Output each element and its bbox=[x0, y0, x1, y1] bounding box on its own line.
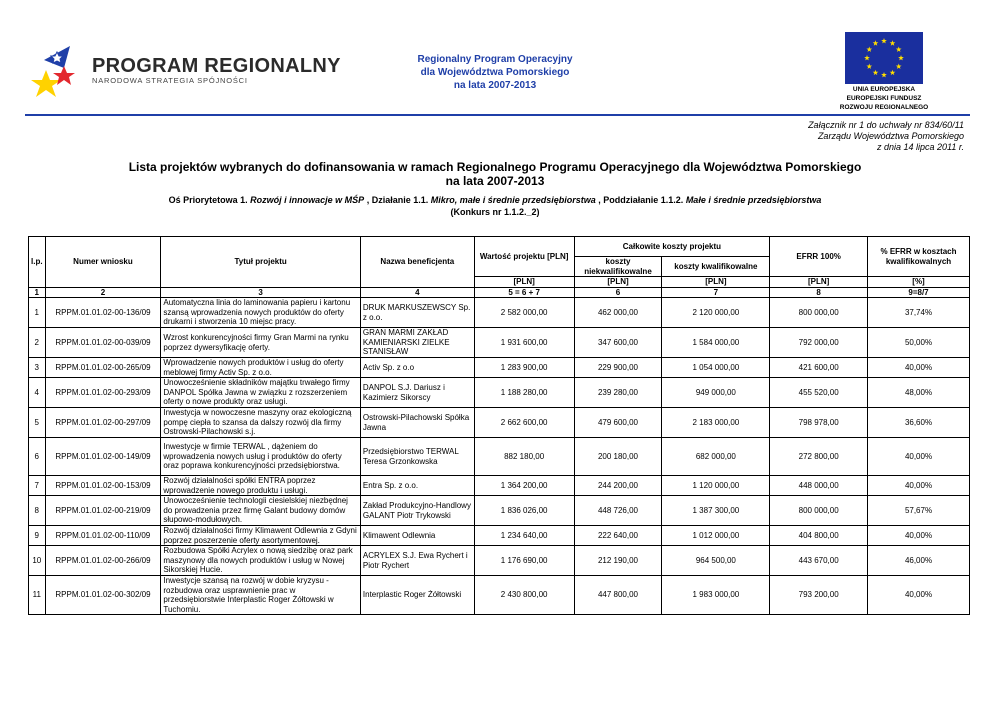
eu-line: ROZWOJU REGIONALNEGO bbox=[839, 104, 929, 111]
cell-numer-wniosku: RPPM.01.01.02-00-297/09 bbox=[45, 408, 161, 438]
subtitle-part: , Poddziałanie 1.1.2. bbox=[595, 195, 686, 205]
cell-kwalifikowalne: 2 183 000,00 bbox=[662, 408, 770, 438]
subtitle-part: Rozwój i innowacje w MŚP bbox=[250, 195, 365, 205]
cell-niekwalifikowalne: 479 600,00 bbox=[574, 408, 662, 438]
cell-tytul-projektu: Rozbudowa Spółki Acrylex o nową siedzibę oraz park maszynowy dla nowych produktów i usług w Nowej Sikorskiej Hucie. bbox=[161, 546, 361, 576]
cell-numer-wniosku: RPPM.01.01.02-00-266/09 bbox=[45, 546, 161, 576]
cell-tytul-projektu: Rozwój działalności spółki ENTRA poprzez wprowadzenie nowego produktu i usługi. bbox=[161, 476, 361, 496]
table-row bbox=[29, 378, 970, 408]
cell-procent: 40,00% bbox=[868, 526, 970, 546]
subtitle-part: Małe i średnie przedsiębiorstwa bbox=[685, 195, 822, 205]
document-title bbox=[30, 160, 960, 188]
col-number: 1 bbox=[29, 287, 46, 298]
col-efrr: EFRR 100% bbox=[770, 237, 868, 277]
subtitle-part: , Działanie 1.1. bbox=[364, 195, 431, 205]
cell-beneficjent: ACRYLEX S.J. Ewa Rychert i Piotr Rychert bbox=[360, 546, 474, 576]
cell-kwalifikowalne: 1 012 000,00 bbox=[662, 526, 770, 546]
eu-star-icon bbox=[866, 64, 872, 69]
cell-procent: 37,74% bbox=[868, 298, 970, 328]
eu-line: UNIA EUROPEJSKA bbox=[852, 86, 916, 93]
cell-tytul-projektu: Inwestycje szansą na rozwój w dobie kryzysu - rozbudowa oraz usprawnienie prac w przedsiębiorstwie Interplastic Roger Żółtowski w Tuchomiu. bbox=[161, 576, 361, 615]
projects-table bbox=[28, 236, 970, 615]
col-proc: % EFRR w kosztach kwalifikowalnych bbox=[868, 237, 970, 277]
col-tytul: Tytuł projektu bbox=[161, 237, 361, 288]
cell-kwalifikowalne: 964 500,00 bbox=[662, 546, 770, 576]
cell-beneficjent: GRAN MARMI ZAKŁAD KAMIENIARSKI ZIELKE STANISŁAW bbox=[360, 328, 474, 358]
cell-efrr: 793 200,00 bbox=[770, 576, 868, 615]
cell-niekwalifikowalne: 462 000,00 bbox=[574, 298, 662, 328]
cell-lp: 7 bbox=[29, 476, 46, 496]
cell-efrr: 443 670,00 bbox=[770, 546, 868, 576]
cell-tytul-projektu: Unowocześnienie technologii ciesielskiej niezbędnej do prowadzenia przez firmę Galant budowy domów słupowo-modułowych. bbox=[161, 496, 361, 526]
cell-tytul-projektu: Wzrost konkurencyjności firmy Gran Marmi na rynku poprzez dywersyfikację oferty. bbox=[161, 328, 361, 358]
cell-lp: 10 bbox=[29, 546, 46, 576]
unit-pct: [%] bbox=[868, 277, 970, 288]
cell-tytul-projektu: Inwestycja w nowoczesne maszyny oraz ekologiczną pompę ciepła to szansa da dalszy rozwój dla firmy Ostrowski-Pilachowski s.j. bbox=[161, 408, 361, 438]
table-row bbox=[29, 496, 970, 526]
program-regionalny-logo bbox=[30, 40, 341, 100]
cell-niekwalifikowalne: 229 900,00 bbox=[574, 358, 662, 378]
subtitle-part: Oś Priorytetowa 1. bbox=[168, 195, 251, 205]
eu-star-icon bbox=[896, 47, 902, 52]
col-calkowite: Całkowite koszty projektu bbox=[574, 237, 770, 257]
eu-star-icon bbox=[866, 47, 872, 52]
cell-niekwalifikowalne: 200 180,00 bbox=[574, 438, 662, 476]
cell-wartosc: 2 582 000,00 bbox=[474, 298, 574, 328]
cell-beneficjent: DRUK MARKUSZEWSCY Sp. z o.o. bbox=[360, 298, 474, 328]
cell-efrr: 455 520,00 bbox=[770, 378, 868, 408]
cell-lp: 5 bbox=[29, 408, 46, 438]
attachment-line: z dnia 14 lipca 2011 r. bbox=[876, 142, 964, 152]
cell-wartosc: 1 234 640,00 bbox=[474, 526, 574, 546]
title-line: na lata 2007-2013 bbox=[445, 174, 545, 188]
cell-procent: 40,00% bbox=[868, 476, 970, 496]
cell-kwalifikowalne: 1 120 000,00 bbox=[662, 476, 770, 496]
table-row bbox=[29, 476, 970, 496]
cell-numer-wniosku: RPPM.01.01.02-00-110/09 bbox=[45, 526, 161, 546]
unit-pln: [PLN] bbox=[474, 277, 574, 288]
cell-numer-wniosku: RPPM.01.01.02-00-153/09 bbox=[45, 476, 161, 496]
col-wartosc: Wartość projektu [PLN] bbox=[474, 237, 574, 277]
rpo-header bbox=[380, 53, 610, 92]
col-number: 7 bbox=[662, 287, 770, 298]
col-niekwal: koszty niekwalifikowalne bbox=[574, 257, 662, 277]
cell-procent: 40,00% bbox=[868, 358, 970, 378]
cell-tytul-projektu: Automatyczna linia do laminowania papieru i kartonu szansą wprowadzenia nowych produktów do oferty drukarni i stworzenia 10 miejsc pracy. bbox=[161, 298, 361, 328]
cell-niekwalifikowalne: 447 800,00 bbox=[574, 576, 662, 615]
cell-niekwalifikowalne: 448 726,00 bbox=[574, 496, 662, 526]
cell-kwalifikowalne: 682 000,00 bbox=[662, 438, 770, 476]
cell-procent: 46,00% bbox=[868, 546, 970, 576]
eu-flag-icon bbox=[845, 32, 923, 84]
header-divider bbox=[25, 114, 970, 116]
attachment-line: Załącznik nr 1 do uchwały nr 834/60/11 bbox=[808, 120, 964, 130]
cell-beneficjent: Klimawent Odlewnia bbox=[360, 526, 474, 546]
cell-wartosc: 1 188 280,00 bbox=[474, 378, 574, 408]
cell-beneficjent: Ostrowski-Pilachowski Spółka Jawna bbox=[360, 408, 474, 438]
cell-efrr: 800 000,00 bbox=[770, 298, 868, 328]
cell-numer-wniosku: RPPM.01.01.02-00-039/09 bbox=[45, 328, 161, 358]
cell-lp: 1 bbox=[29, 298, 46, 328]
cell-numer-wniosku: RPPM.01.01.02-00-265/09 bbox=[45, 358, 161, 378]
cell-kwalifikowalne: 1 983 000,00 bbox=[662, 576, 770, 615]
cell-kwalifikowalne: 2 120 000,00 bbox=[662, 298, 770, 328]
cell-efrr: 421 600,00 bbox=[770, 358, 868, 378]
col-nazwa: Nazwa beneficjenta bbox=[360, 237, 474, 288]
cell-lp: 11 bbox=[29, 576, 46, 615]
cell-kwalifikowalne: 949 000,00 bbox=[662, 378, 770, 408]
eu-star-icon bbox=[896, 64, 902, 69]
cell-niekwalifikowalne: 222 640,00 bbox=[574, 526, 662, 546]
document-subtitle bbox=[30, 194, 960, 218]
col-lp: l.p. bbox=[29, 237, 46, 288]
rpo-line: na lata 2007-2013 bbox=[453, 80, 537, 91]
eu-star-icon bbox=[873, 40, 879, 45]
cell-niekwalifikowalne: 347 600,00 bbox=[574, 328, 662, 358]
unit-pln: [PLN] bbox=[662, 277, 770, 288]
table-row bbox=[29, 576, 970, 615]
col-number: 2 bbox=[45, 287, 161, 298]
cell-tytul-projektu: Inwestycje w firmie TERWAL , dążeniem do wprowadzenia nowych usług i produktów do oferty oraz poprawa konkurencyjności przedsiębiorstwa. bbox=[161, 438, 361, 476]
table-row bbox=[29, 438, 970, 476]
eu-star-icon bbox=[890, 70, 896, 75]
cell-wartosc: 2 662 600,00 bbox=[474, 408, 574, 438]
unit-pln: [PLN] bbox=[770, 277, 868, 288]
eu-star-icon bbox=[881, 38, 887, 43]
cell-procent: 40,00% bbox=[868, 576, 970, 615]
subtitle-line: (Konkurs nr 1.1.2._2) bbox=[450, 207, 540, 217]
logo-title: PROGRAM REGIONALNY bbox=[92, 55, 341, 77]
col-numer: Numer wniosku bbox=[45, 237, 161, 288]
cell-wartosc: 1 176 690,00 bbox=[474, 546, 574, 576]
cell-efrr: 798 978,00 bbox=[770, 408, 868, 438]
cell-kwalifikowalne: 1 054 000,00 bbox=[662, 358, 770, 378]
cell-efrr: 800 000,00 bbox=[770, 496, 868, 526]
cell-lp: 2 bbox=[29, 328, 46, 358]
eu-star-icon bbox=[864, 55, 870, 60]
cell-lp: 4 bbox=[29, 378, 46, 408]
cell-lp: 3 bbox=[29, 358, 46, 378]
col-number: 3 bbox=[161, 287, 361, 298]
cell-numer-wniosku: RPPM.01.01.02-00-302/09 bbox=[45, 576, 161, 615]
cell-lp: 6 bbox=[29, 438, 46, 476]
table-row bbox=[29, 526, 970, 546]
col-number: 4 bbox=[360, 287, 474, 298]
cell-procent: 48,00% bbox=[868, 378, 970, 408]
cell-wartosc: 1 283 900,00 bbox=[474, 358, 574, 378]
cell-tytul-projektu: Wprowadzenie nowych produktów i usług do oferty meblowej firmy Activ Sp. z o.o. bbox=[161, 358, 361, 378]
cell-beneficjent: Zakład Produkcyjno-Handlowy GALANT Piotr Trykowski bbox=[360, 496, 474, 526]
cell-procent: 36,60% bbox=[868, 408, 970, 438]
cell-tytul-projektu: Unowocześnienie składników majątku trwałego firmy DANPOL Spółka Jawna w związku z rozszerzeniem oferty o nowe produkty oraz usługi. bbox=[161, 378, 361, 408]
logo-subtitle: NARODOWA STRATEGIA SPÓJNOŚCI bbox=[92, 76, 248, 85]
attachment-note bbox=[808, 120, 964, 153]
cell-efrr: 272 800,00 bbox=[770, 438, 868, 476]
eu-star-icon bbox=[898, 55, 904, 60]
eu-star-icon bbox=[890, 40, 896, 45]
eu-star-icon bbox=[873, 70, 879, 75]
table-row bbox=[29, 328, 970, 358]
cell-kwalifikowalne: 1 584 000,00 bbox=[662, 328, 770, 358]
cell-procent: 50,00% bbox=[868, 328, 970, 358]
col-number: 9=8/7 bbox=[868, 287, 970, 298]
cell-kwalifikowalne: 1 387 300,00 bbox=[662, 496, 770, 526]
table-row bbox=[29, 298, 970, 328]
cell-efrr: 448 000,00 bbox=[770, 476, 868, 496]
cell-procent: 57,67% bbox=[868, 496, 970, 526]
col-number: 5 = 6 + 7 bbox=[474, 287, 574, 298]
unit-pln: [PLN] bbox=[574, 277, 662, 288]
cell-numer-wniosku: RPPM.01.01.02-00-136/09 bbox=[45, 298, 161, 328]
cell-wartosc: 1 836 026,00 bbox=[474, 496, 574, 526]
cell-numer-wniosku: RPPM.01.01.02-00-293/09 bbox=[45, 378, 161, 408]
rpo-line: dla Województwa Pomorskiego bbox=[420, 67, 570, 78]
subtitle-part: Mikro, małe i średnie przedsiębiorstwa bbox=[430, 195, 596, 205]
cell-efrr: 404 800,00 bbox=[770, 526, 868, 546]
cell-wartosc: 1 364 200,00 bbox=[474, 476, 574, 496]
cell-numer-wniosku: RPPM.01.01.02-00-219/09 bbox=[45, 496, 161, 526]
cell-niekwalifikowalne: 239 280,00 bbox=[574, 378, 662, 408]
table-row bbox=[29, 408, 970, 438]
cell-efrr: 792 000,00 bbox=[770, 328, 868, 358]
col-number: 6 bbox=[574, 287, 662, 298]
col-number: 8 bbox=[770, 287, 868, 298]
rpo-line: Regionalny Program Operacyjny bbox=[417, 54, 573, 65]
cell-beneficjent: Entra Sp. z o.o. bbox=[360, 476, 474, 496]
cell-wartosc: 1 931 600,00 bbox=[474, 328, 574, 358]
cell-beneficjent: Interplastic Roger Żółtowski bbox=[360, 576, 474, 615]
cell-beneficjent: DANPOL S.J. Dariusz i Kazimierz Sikorscy bbox=[360, 378, 474, 408]
cell-niekwalifikowalne: 244 200,00 bbox=[574, 476, 662, 496]
table-row bbox=[29, 546, 970, 576]
column-number-row bbox=[29, 287, 970, 298]
cell-beneficjent: Przedsiębiorstwo TERWAL Teresa Grzonkowska bbox=[360, 438, 474, 476]
subtitle-line bbox=[30, 194, 960, 206]
eu-label bbox=[820, 85, 948, 112]
cell-numer-wniosku: RPPM.01.01.02-00-149/09 bbox=[45, 438, 161, 476]
eu-star-icon bbox=[881, 72, 887, 77]
cell-beneficjent: Activ Sp. z o.o bbox=[360, 358, 474, 378]
title-line: Lista projektów wybranych do dofinansowania w ramach Regionalnego Programu Operacyjnego dla Województwa Pomorskiego bbox=[128, 160, 862, 174]
table-row bbox=[29, 358, 970, 378]
logo-stars-icon bbox=[30, 40, 90, 100]
attachment-line: Zarządu Województwa Pomorskiego bbox=[817, 131, 964, 141]
cell-wartosc: 2 430 800,00 bbox=[474, 576, 574, 615]
cell-lp: 9 bbox=[29, 526, 46, 546]
eu-line: EUROPEJSKI FUNDUSZ bbox=[846, 95, 922, 102]
cell-wartosc: 882 180,00 bbox=[474, 438, 574, 476]
cell-tytul-projektu: Rozwój działalności firmy Klimawent Odlewnia z Gdyni poprzez poszerzenie oferty asortymentowej. bbox=[161, 526, 361, 546]
col-kwal: koszty kwalifikowalne bbox=[662, 257, 770, 277]
cell-niekwalifikowalne: 212 190,00 bbox=[574, 546, 662, 576]
cell-lp: 8 bbox=[29, 496, 46, 526]
cell-procent: 40,00% bbox=[868, 438, 970, 476]
